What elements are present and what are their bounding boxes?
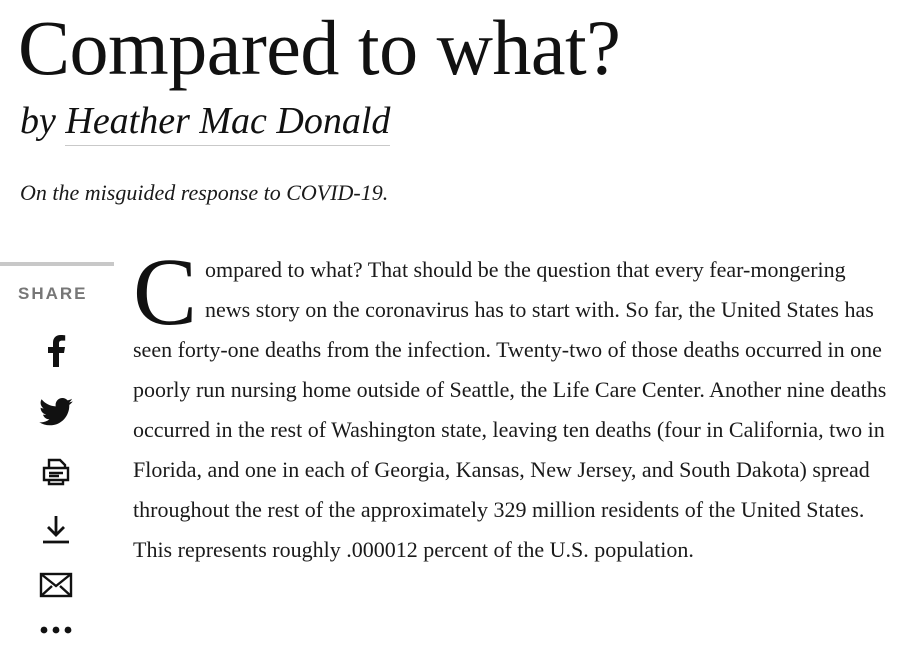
byline-prefix: by xyxy=(20,100,56,142)
author-link[interactable]: Heather Mac Donald xyxy=(65,100,390,146)
download-icon[interactable] xyxy=(38,511,74,547)
twitter-icon[interactable] xyxy=(38,394,74,430)
dek-term: COVID-19 xyxy=(286,180,383,205)
byline xyxy=(20,98,390,144)
email-icon[interactable] xyxy=(38,567,74,603)
article-text: ompared to what? That should be the question that every fear-mongering news story on the coronavirus has to start with. So far, the United States has seen forty-one deaths from the infection. Twenty-two of those deaths occurred in one poorly run nursing home outside of Seattle, the Life Care Center. Another nine deaths occurred in the rest of Washington state, leaving ten deaths (four in California, two in Florida, and one in each of Georgia, Kansas, New Jersey, and South Dakota) spread throughout the rest of the approximately 329 million residents of the United States. This represents roughly .000012 percent of the xyxy=(133,257,887,562)
drop-cap: C xyxy=(133,238,198,345)
share-label: SHARE xyxy=(18,284,88,303)
more-icon[interactable] xyxy=(38,612,74,648)
article-body xyxy=(133,238,893,570)
share-divider xyxy=(0,262,114,266)
facebook-icon[interactable] xyxy=(38,333,74,369)
dek-suffix: . xyxy=(382,180,389,205)
article-text-us: U.S. xyxy=(549,537,589,562)
article-dek xyxy=(20,178,388,208)
article-text-end: population. xyxy=(588,537,694,562)
print-icon[interactable] xyxy=(38,454,74,490)
dek-text: On the misguided response to xyxy=(20,180,281,205)
article-title: Compared to what? xyxy=(18,4,621,91)
